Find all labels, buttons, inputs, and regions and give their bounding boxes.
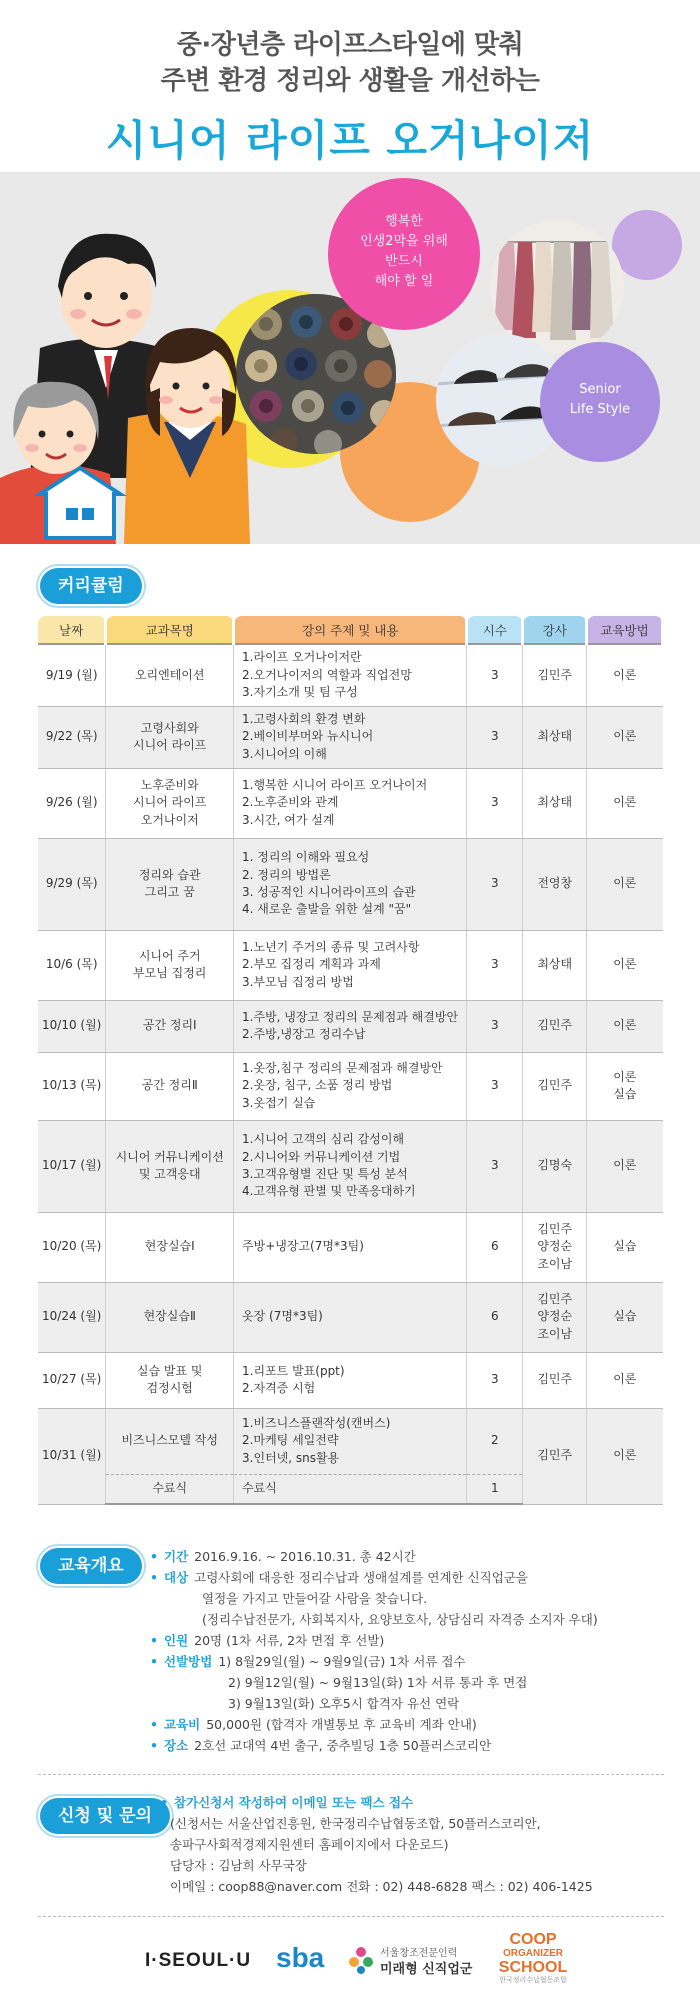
apply-line-2: 송파구사회적경제지원센터 홈페이지에서 다운로드) (170, 1837, 449, 1852)
row-topic (234, 930, 467, 1000)
row-instructor (523, 706, 587, 768)
subtitle-line-2: 주변 환경 정리와 생활을 개선하는 (160, 66, 540, 96)
overview-period: • 기간 2016.9.16. ~ 2016.10.31. 총 42시간 (150, 1549, 416, 1564)
col-header-method: 교육방법 (587, 616, 663, 644)
row-date: 10/17 (월) (38, 1120, 106, 1212)
method-line: 실습 (613, 1239, 637, 1254)
coop-logo-line-1: COOP (509, 1931, 557, 1948)
apply-headline-text: 참가신청서 작성하여 이메일 또는 팩스 접수 (174, 1795, 414, 1810)
method-line: 실습 (613, 1087, 637, 1101)
topic-line: 1.시니어 고객의 심리 감성이해 (242, 1132, 405, 1147)
row-instructor (523, 838, 587, 930)
coop-logo (478, 1932, 588, 1986)
table-row (38, 706, 663, 768)
topic-line: 1.비즈니스플랜작성(캔버스) (242, 1415, 391, 1430)
overview-target: • 대상 고령사회에 대응한 정리수납과 생애설계를 연계한 신직업군을 (150, 1570, 528, 1585)
method-line: 이론 (613, 1018, 637, 1033)
instructor-line: 김명숙 (537, 1158, 573, 1173)
topic-line: 3.시간, 여가 설계 (242, 812, 335, 827)
people-key: 인원 (164, 1633, 189, 1648)
pink-bubble (328, 178, 480, 330)
row-hours: 3 (467, 930, 523, 1000)
place-key: 장소 (164, 1738, 189, 1753)
topic-line: 1.노년기 주거의 종류 및 고려사항 (242, 939, 420, 954)
fee-value: 50,000원 (합격자 개별통보 후 교육비 계좌 안내) (206, 1717, 477, 1732)
col-header-hours: 시수 (467, 616, 523, 644)
topic-line: 1.주방, 냉장고 정리의 문제점과 해결방안 (242, 1009, 459, 1024)
row-method (587, 1120, 663, 1212)
row-topic (234, 1408, 467, 1474)
instructor-line: 양정순 (537, 1239, 573, 1254)
instructor-line: 최상태 (537, 729, 573, 744)
table-row (38, 1120, 663, 1212)
row-hours: 1 (467, 1474, 523, 1504)
table-row (38, 1352, 663, 1408)
row-hours: 3 (467, 644, 523, 706)
row-date: 10/24 (월) (38, 1282, 106, 1352)
table-row (38, 838, 663, 930)
instructor-line: 김민주 (537, 667, 573, 682)
coop-logo-line-2: ORGANIZER (503, 1948, 563, 1959)
target-value-3: (정리수납전문가, 사회복지사, 요양보호사, 상담심리 자격증 소지자 우대) (202, 1612, 598, 1627)
col-header-instructor: 강사 (523, 616, 587, 644)
row-date: 10/6 (목) (38, 930, 106, 1000)
topic-line: 2.시니어와 커뮤니케이션 기법 (242, 1149, 401, 1164)
place-value: 2호선 교대역 4번 출구, 중추빌딩 1층 50플러스코리안 (194, 1738, 492, 1753)
col-header-subject: 교과목명 (106, 616, 234, 644)
seniors-illustration (0, 178, 250, 544)
row-hours: 3 (467, 1000, 523, 1052)
row-subject (106, 930, 234, 1000)
apply-label (40, 1798, 170, 1834)
instructor-line: 최상태 (537, 795, 573, 810)
col-header-date: 날짜 (38, 616, 106, 644)
selection-key: 선발방법 (164, 1654, 213, 1669)
pink-bubble-line-2: 인생2막을 위해 (360, 234, 448, 249)
row-date: 9/26 (월) (38, 768, 106, 838)
target-value-2: 열정을 가지고 만들어갈 사람을 찾습니다. (202, 1591, 428, 1606)
row-method (587, 1352, 663, 1408)
subject-line: 부모님 집정리 (133, 966, 207, 980)
row-hours: 3 (467, 1120, 523, 1212)
row-subject (106, 1052, 234, 1120)
instructor-line: 김민주 (537, 1018, 573, 1033)
topic-line: 2.부모 집정리 계획과 과제 (242, 957, 381, 972)
table-row (38, 1212, 663, 1282)
row-method (587, 768, 663, 838)
subject-line: 오거나이저 (140, 812, 199, 827)
row-date: 10/27 (목) (38, 1352, 106, 1408)
header (0, 0, 700, 172)
topic-line: 3.자기소개 및 팀 구성 (242, 684, 358, 699)
purple-bubble-line-1: Senior (579, 382, 621, 397)
hero-banner (0, 172, 700, 544)
subject-line: 현장실습Ⅰ (144, 1239, 195, 1254)
instructor-line: 조이남 (537, 1256, 573, 1271)
row-subject (106, 1408, 234, 1474)
col-header-topic: 강의 주제 및 내용 (234, 616, 467, 644)
topic-line: 2.베이비부머와 뉴시니어 (242, 729, 374, 744)
topic-line: 3.부모님 집정리 방법 (242, 974, 354, 989)
row-instructor (523, 1282, 587, 1352)
subtitle-line-1: 중·장년층 라이프스타일에 맞춰 (176, 30, 524, 60)
divider (38, 1774, 664, 1775)
curriculum-label (40, 568, 142, 604)
table-row (38, 768, 663, 838)
row-method (587, 930, 663, 1000)
row-subject (106, 1352, 234, 1408)
future-jobs-emblem-icon (346, 1944, 376, 1974)
subject-line: 고령사회와 (140, 720, 199, 735)
coop-logo-line-4: 한국정리수납협동조합 (499, 1977, 567, 1984)
apply-line-1: (신청서는 서울산업진흥원, 한국정리수납협동조합, 50플러스코리안, (170, 1816, 541, 1831)
instructor-line: 전영창 (537, 876, 573, 891)
subject-line: 공간 정리Ⅰ (142, 1018, 197, 1033)
subject-line: 정리와 습관 (138, 867, 201, 882)
method-line: 이론 (613, 876, 637, 891)
row-date: 9/22 (목) (38, 706, 106, 768)
topic-line: 3.시니어의 이해 (242, 746, 327, 761)
row-instructor (523, 1120, 587, 1212)
topic-line: 2.오거나이저의 역할과 직업전망 (242, 667, 412, 682)
method-line: 이론 (613, 957, 637, 972)
people-value: 20명 (1차 서류, 2차 면접 후 선발) (194, 1633, 385, 1648)
subject-line: 실습 발표 및 (136, 1363, 203, 1378)
overview-label (40, 1548, 142, 1584)
table-row (38, 1052, 663, 1120)
subject-line: 시니어 주거 (138, 948, 201, 963)
instructor-line: 김민주 (537, 1372, 573, 1387)
row-topic (234, 1000, 467, 1052)
method-line: 이론 (613, 667, 637, 682)
apply-contact: 담당자 : 김남희 사무국장 (170, 1858, 307, 1873)
row-instructor (523, 930, 587, 1000)
row-instructor (523, 768, 587, 838)
period-value: 2016.9.16. ~ 2016.10.31. 총 42시간 (194, 1549, 416, 1564)
apply-email-phone: 이메일 : coop88@naver.com 전화 : 02) 448-6828 팩스 : 02) 406-1425 (170, 1879, 593, 1894)
row-topic (234, 1052, 467, 1120)
row-topic (234, 1212, 467, 1282)
topic-line: 3. 성공적인 시니어라이프의 습관 (242, 885, 416, 899)
row-method (587, 706, 663, 768)
target-value-1: 고령사회에 대응한 정리수납과 생애설계를 연계한 신직업군을 (194, 1570, 528, 1585)
row-method (587, 1212, 663, 1282)
row-topic (234, 706, 467, 768)
overview-place: • 장소 2호선 교대역 4번 출구, 중추빌딩 1층 50플러스코리안 (150, 1738, 492, 1753)
row-instructor (523, 1212, 587, 1282)
topic-line: 2.옷장, 침구, 소품 정리 방법 (242, 1078, 393, 1093)
method-line: 실습 (613, 1309, 637, 1324)
topic-line: 2.마케팅 세일전략 (242, 1433, 339, 1448)
topic-line: 2.노후준비와 관계 (242, 795, 339, 810)
topic-line: 주방+냉장고(7명*3팀) (242, 1239, 364, 1254)
row-date: 10/20 (목) (38, 1212, 106, 1282)
row-topic (234, 1474, 467, 1504)
row-method (587, 1052, 663, 1120)
row-method (587, 1000, 663, 1052)
row-method (587, 1282, 663, 1352)
topic-line: 2. 정리의 방법론 (242, 867, 331, 882)
subject-line: 공간 정리Ⅱ (141, 1078, 198, 1093)
curriculum-label-text: 커리큘럼 (58, 576, 124, 596)
fee-key: 교육비 (164, 1717, 201, 1732)
row-topic (234, 1352, 467, 1408)
row-date: 10/31 (월) (38, 1408, 106, 1504)
row-hours: 3 (467, 768, 523, 838)
topic-line: 4. 새로운 출발을 위한 설계 "꿈" (242, 902, 412, 917)
future-jobs-line-2: 미래형 신직업군 (380, 1962, 473, 1977)
row-instructor (523, 1000, 587, 1052)
topic-line: 1.옷장,침구 정리의 문제점과 해결방안 (242, 1060, 443, 1075)
row-method: 이론 (587, 1408, 663, 1504)
table-row (38, 644, 663, 706)
topic-line: 3.옷접기 실습 (242, 1095, 316, 1110)
topic-line: 3.인터넷, sns활용 (242, 1450, 340, 1465)
topic-line: 수료식 (242, 1481, 277, 1496)
table-row (38, 1282, 663, 1352)
row-topic (234, 1120, 467, 1212)
row-subject (106, 644, 234, 706)
selection-value-3: 3) 9월13일(화) 오후5시 합격자 유선 연락 (228, 1696, 460, 1711)
topic-line: 1. 정리의 이해와 필요성 (242, 850, 370, 865)
instructor-line: 조이남 (537, 1326, 573, 1341)
overview-fee: • 교육비 50,000원 (합격자 개별통보 후 교육비 계좌 안내) (150, 1717, 477, 1732)
curriculum-table (38, 616, 664, 1505)
topic-line: 2.주방,냉장고 정리수납 (242, 1027, 366, 1041)
selection-value-2: 2) 9월12일(월) ~ 9월13일(화) 1차 서류 통과 후 면접 (228, 1675, 528, 1690)
method-line: 이론 (613, 795, 637, 810)
row-hours: 2 (467, 1408, 523, 1474)
row-subject (106, 706, 234, 768)
row-topic (234, 644, 467, 706)
apply-label-text: 신청 및 문의 (58, 1806, 152, 1826)
subject-line: 및 고객응대 (138, 1167, 201, 1181)
table-row (38, 1000, 663, 1052)
row-subject (106, 1000, 234, 1052)
row-hours: 3 (467, 1052, 523, 1120)
topic-line: 3.고객유형별 진단 및 특성 분석 (242, 1167, 408, 1181)
pink-bubble-line-4: 해야 할 일 (374, 274, 434, 289)
subject-line: 시니어 라이프 (133, 738, 207, 752)
method-line: 이론 (613, 1069, 637, 1084)
row-hours: 3 (467, 706, 523, 768)
light-purple-circle (612, 210, 682, 280)
topic-line: 1.고령사회의 환경 변화 (242, 711, 366, 726)
row-method (587, 838, 663, 930)
divider (38, 1916, 664, 1917)
topic-line: 1.행복한 시니어 라이프 오거나이저 (242, 777, 428, 792)
instructor-line: 김민주 (537, 1078, 573, 1093)
overview-selection: • 선발방법 1) 8월29일(월) ~ 9월9일(금) 1차 서류 접수 (150, 1654, 466, 1669)
pink-bubble-line-3: 반드시 (385, 254, 423, 269)
row-hours: 3 (467, 838, 523, 930)
row-instructor (523, 1052, 587, 1120)
pink-bubble-line-1: 행복한 (385, 214, 423, 229)
row-hours: 6 (467, 1212, 523, 1282)
table-header-row (38, 616, 663, 644)
row-instructor: 김민주 (523, 1408, 587, 1504)
instructor-line: 김민주 (537, 1221, 573, 1236)
purple-bubble-line-2: Life Style (569, 402, 631, 417)
table-row (38, 1408, 663, 1474)
row-subject (106, 838, 234, 930)
method-line: 이론 (613, 1158, 637, 1173)
topic-line: 2.자격증 시험 (242, 1381, 316, 1395)
apply-section (160, 1792, 593, 1897)
row-date: 9/19 (월) (38, 644, 106, 706)
row-instructor (523, 644, 587, 706)
topic-line: 1.리포트 발표(ppt) (242, 1363, 345, 1378)
future-jobs-line-1: 서울창조전문인력 (380, 1948, 458, 1959)
row-topic (234, 1282, 467, 1352)
row-instructor (523, 1352, 587, 1408)
method-line: 이론 (613, 1372, 637, 1387)
topic-line: 옷장 (7명*3팀) (242, 1309, 323, 1324)
row-topic (234, 838, 467, 930)
subject-line: 노후준비와 (140, 777, 199, 792)
selection-value-1: 1) 8월29일(월) ~ 9월9일(금) 1차 서류 접수 (218, 1654, 466, 1669)
row-subject (106, 1474, 234, 1504)
subject-line: 수료식 (152, 1481, 188, 1496)
subject-line: 오리엔테이션 (134, 667, 205, 682)
row-subject (106, 1212, 234, 1282)
apply-headline: • 참가신청서 작성하여 이메일 또는 팩스 접수 (160, 1795, 414, 1810)
topic-line: 4.고객유형 판별 및 만족응대하기 (242, 1184, 416, 1199)
instructor-line: 양정순 (537, 1309, 573, 1324)
purple-bubble (540, 342, 660, 462)
subject-line: 시니어 라이프 (133, 795, 207, 810)
row-hours: 6 (467, 1282, 523, 1352)
overview-label-text: 교육개요 (58, 1556, 124, 1576)
row-topic (234, 768, 467, 838)
topic-line: 1.라이프 오거나이저란 (242, 650, 362, 665)
row-date: 9/29 (목) (38, 838, 106, 930)
sba-logo: sba (276, 1942, 325, 1973)
subject-line: 검정시험 (146, 1381, 193, 1395)
sponsor-logos (0, 1928, 700, 1992)
seoul-logo: I·SEOUL·U (145, 1950, 252, 1971)
row-hours: 3 (467, 1352, 523, 1408)
page-title: 시니어 라이프 오거나이저 (105, 116, 595, 165)
table-row (38, 930, 663, 1000)
row-method (587, 644, 663, 706)
instructor-line: 김민주 (537, 1291, 573, 1306)
coop-logo-line-3: SCHOOL (498, 1959, 568, 1976)
row-date: 10/10 (월) (38, 1000, 106, 1052)
row-subject (106, 768, 234, 838)
overview-people: • 인원 20명 (1차 서류, 2차 면접 후 선발) (150, 1633, 385, 1648)
row-subject (106, 1120, 234, 1212)
row-subject (106, 1282, 234, 1352)
subject-line: 그리고 꿈 (144, 885, 195, 899)
overview-section (150, 1546, 598, 1756)
subject-line: 시니어 커뮤니케이션 (115, 1149, 224, 1164)
subject-line: 비즈니스모델 작성 (121, 1433, 218, 1448)
method-line: 이론 (613, 729, 637, 744)
row-date: 10/13 (목) (38, 1052, 106, 1120)
instructor-line: 최상태 (537, 957, 573, 972)
target-key: 대상 (164, 1570, 189, 1585)
subject-line: 현장실습Ⅱ (143, 1309, 196, 1324)
period-key: 기간 (164, 1549, 189, 1564)
